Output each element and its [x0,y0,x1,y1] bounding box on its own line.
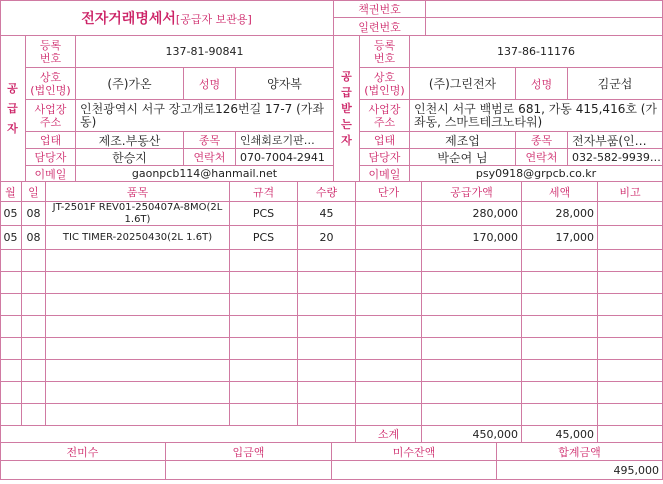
table-row-cell-spec: PCS [230,226,298,250]
table-row-cell-day: 08 [22,226,46,250]
table-empty-cell [522,316,598,338]
table-empty-cell [46,382,230,404]
prev-unpaid-label: 전미수 [0,443,166,461]
table-row-cell-qty: 45 [298,202,356,226]
table-empty-cell [598,250,663,272]
supplier-item-label: 종목 [184,132,236,149]
table-row-cell-tax: 28,000 [522,202,598,226]
total-value: 495,000 [497,461,663,480]
table-row-cell-item: JT-2501F REV01-250407A-8MO(2L 1.6T) [46,202,230,226]
subtotal-tax: 45,000 [522,426,598,443]
table-empty-cell [22,316,46,338]
table-empty-cell [0,250,22,272]
table-empty-cell [230,360,298,382]
table-empty-cell [230,316,298,338]
table-empty-cell [298,360,356,382]
table-empty-cell [422,382,522,404]
table-empty-cell [230,382,298,404]
subtotal-label: 소계 [356,426,422,443]
table-row-cell-tax: 17,000 [522,226,598,250]
table-row-cell-price [356,202,422,226]
received-label: 입금액 [166,443,332,461]
table-row-cell-month: 05 [0,226,22,250]
table-empty-cell [22,272,46,294]
table-empty-cell [598,272,663,294]
supplier-person: 한승지 [76,149,184,166]
table-empty-cell [0,404,22,426]
supplier-email-label: 이메일 [26,166,76,182]
table-empty-cell [22,404,46,426]
table-empty-cell [356,360,422,382]
receiver-reg-no: 137-86-11176 [410,36,663,68]
table-empty-cell [422,360,522,382]
supplier-name-label: 상호 (법인명) [26,68,76,100]
table-row-cell-day: 08 [22,202,46,226]
table-empty-cell [298,382,356,404]
table-row-cell-price [356,226,422,250]
table-empty-cell [356,382,422,404]
table-empty-cell [22,360,46,382]
balance-label: 미수잔액 [332,443,497,461]
col-header-note: 비고 [598,182,663,202]
table-empty-cell [356,250,422,272]
receiver-reg-label: 등록 번호 [360,36,410,68]
table-empty-cell [598,360,663,382]
supplier-ceo-label: 성명 [184,68,236,100]
subtotal-note [598,426,663,443]
table-empty-cell [46,294,230,316]
table-empty-cell [46,338,230,360]
supplier-person-label: 담당자 [26,149,76,166]
receiver-ceo: 김군섭 [568,68,663,100]
table-empty-cell [230,404,298,426]
table-row-cell-qty: 20 [298,226,356,250]
table-empty-cell [230,250,298,272]
table-empty-cell [598,294,663,316]
col-header-item: 품목 [46,182,230,202]
col-header-month: 월 [0,182,22,202]
table-empty-cell [598,338,663,360]
supplier-reg-label: 등록 번호 [26,36,76,68]
serial-no-label: 일련번호 [334,18,426,36]
table-row-cell-item: TIC TIMER-20250430(2L 1.6T) [46,226,230,250]
table-empty-cell [0,382,22,404]
table-empty-cell [298,272,356,294]
table-empty-cell [422,250,522,272]
supplier-address-label: 사업장 주소 [26,100,76,132]
supplier-type-label: 업태 [26,132,76,149]
col-header-qty: 수량 [298,182,356,202]
table-empty-cell [522,338,598,360]
table-empty-cell [356,294,422,316]
table-empty-cell [522,360,598,382]
table-empty-cell [0,316,22,338]
col-header-spec: 규격 [230,182,298,202]
table-empty-cell [298,338,356,360]
receiver-contact: 032-582-9939… [568,149,663,166]
table-empty-cell [22,338,46,360]
total-label: 합계금액 [497,443,663,461]
table-empty-cell [46,250,230,272]
supplier-email: gaonpcb114@hanmail.net [76,166,334,182]
table-empty-cell [46,316,230,338]
table-empty-cell [522,404,598,426]
table-empty-cell [422,294,522,316]
book-no-label: 책권번호 [334,0,426,18]
table-empty-cell [298,404,356,426]
table-row-cell-supply: 280,000 [422,202,522,226]
table-empty-cell [522,272,598,294]
table-empty-cell [0,272,22,294]
receiver-person-label: 담당자 [360,149,410,166]
receiver-item-label: 종목 [516,132,568,149]
table-row-cell-spec: PCS [230,202,298,226]
col-header-day: 일 [22,182,46,202]
table-empty-cell [230,338,298,360]
receiver-item: 전자부품(인… [568,132,663,149]
table-empty-cell [356,404,422,426]
table-empty-cell [22,294,46,316]
table-empty-cell [22,382,46,404]
table-empty-cell [522,294,598,316]
table-row-cell-note [598,202,663,226]
table-empty-cell [522,250,598,272]
serial-no-value [426,18,663,36]
table-empty-cell [422,404,522,426]
table-empty-cell [422,338,522,360]
receiver-person: 박순여 님 [410,149,516,166]
table-empty-cell [598,382,663,404]
receiver-type-label: 업태 [360,132,410,149]
subtotal-spacer [0,426,356,443]
table-empty-cell [522,382,598,404]
title-suffix: [공급자 보관용] [175,12,252,26]
table-empty-cell [356,272,422,294]
supplier-contact: 070-7004-2941 [236,149,334,166]
table-empty-cell [298,294,356,316]
col-header-supply: 공급가액 [422,182,522,202]
table-empty-cell [230,272,298,294]
table-empty-cell [22,250,46,272]
receiver-name: (주)그린전자 [410,68,516,100]
table-empty-cell [356,316,422,338]
supplier-type: 제조.부동산 [76,132,184,149]
table-empty-cell [46,360,230,382]
supplier-contact-label: 연락처 [184,149,236,166]
prev-unpaid-value [0,461,166,480]
table-empty-cell [0,294,22,316]
col-header-price: 단가 [356,182,422,202]
table-empty-cell [298,316,356,338]
receiver-name-label: 상호 (법인명) [360,68,410,100]
supplier-item: 인쇄회로기판… [236,132,334,149]
table-empty-cell [598,316,663,338]
receiver-email-label: 이메일 [360,166,410,182]
supplier-name: (주)가온 [76,68,184,100]
col-header-tax: 세액 [522,182,598,202]
table-row-cell-note [598,226,663,250]
table-empty-cell [298,250,356,272]
receiver-ceo-label: 성명 [516,68,568,100]
receiver-address: 인천시 서구 백범로 681, 가동 415,416호 (가좌동, 스마트테크노타워) [410,100,663,132]
table-empty-cell [46,404,230,426]
book-no-value [426,0,663,18]
receiver-section-label: 공 급 받 는 자 [334,36,360,182]
supplier-reg-no: 137-81-90841 [76,36,334,68]
supplier-section-label: 공 급 자 [0,36,26,182]
receiver-contact-label: 연락처 [516,149,568,166]
table-empty-cell [0,338,22,360]
balance-value [332,461,497,480]
supplier-ceo: 양자복 [236,68,334,100]
table-empty-cell [230,294,298,316]
table-empty-cell [0,360,22,382]
table-empty-cell [422,316,522,338]
table-row-cell-month: 05 [0,202,22,226]
received-value [166,461,332,480]
subtotal-supply: 450,000 [422,426,522,443]
title-text: 전자거래명세서 [81,10,176,27]
table-empty-cell [598,404,663,426]
table-empty-cell [422,272,522,294]
receiver-address-label: 사업장 주소 [360,100,410,132]
receiver-type: 제조업 [410,132,516,149]
document-title [0,0,334,36]
supplier-address: 인천광역시 서구 장고개로126번길 17-7 (가좌동) [76,100,334,132]
table-empty-cell [46,272,230,294]
table-empty-cell [356,338,422,360]
receiver-email: psy0918@grpcb.co.kr [410,166,663,182]
table-row-cell-supply: 170,000 [422,226,522,250]
